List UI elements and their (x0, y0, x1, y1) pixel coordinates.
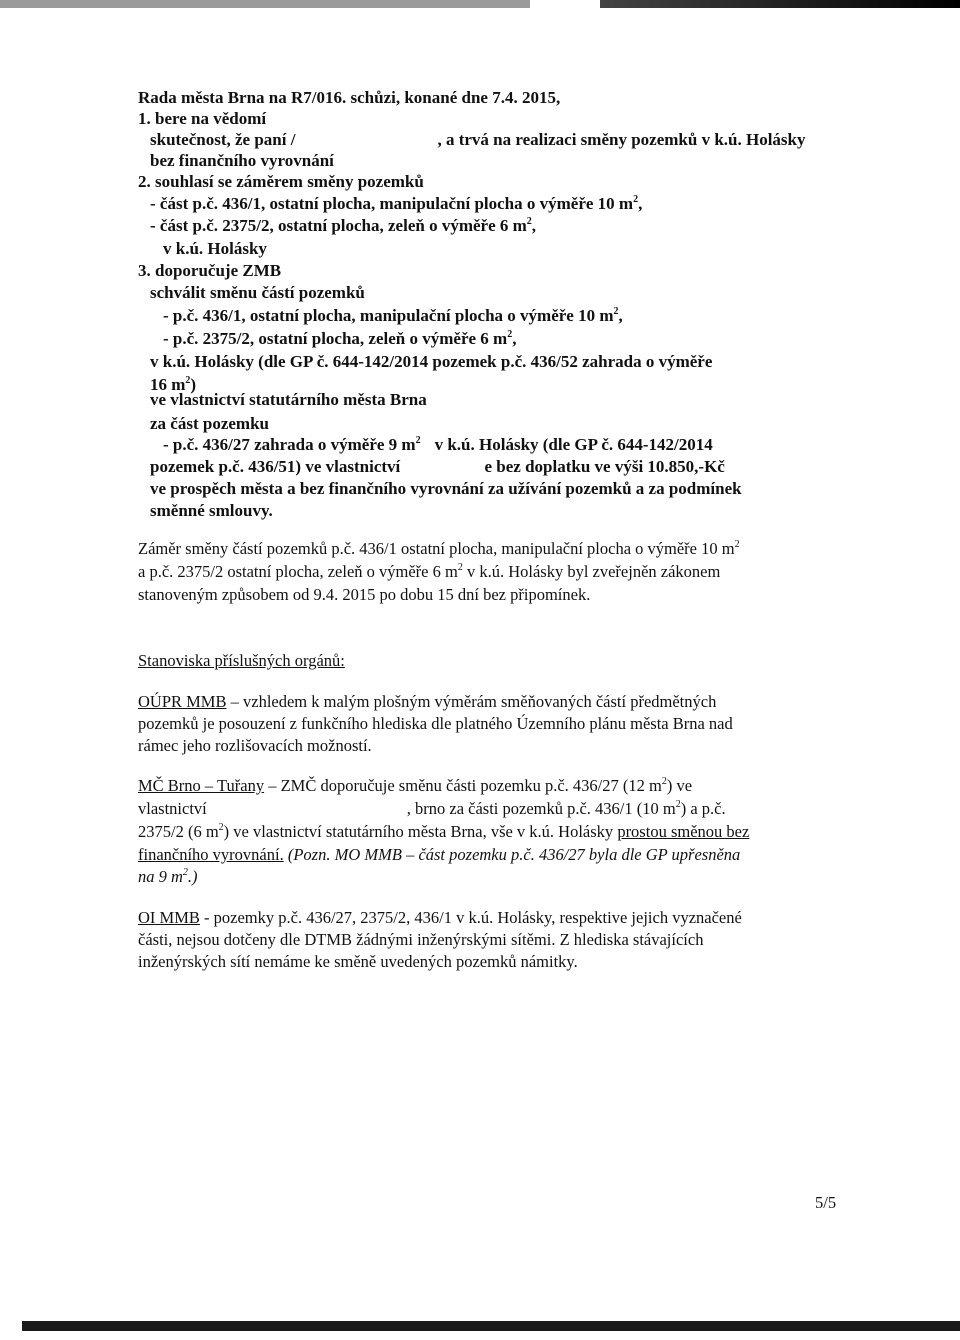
resolution-point-3-title: 3. doporučuje ZMB (138, 261, 282, 280)
resolution-point-3-item-6: za část pozemku (150, 414, 269, 433)
oupr-label: OÚPR MMB (138, 692, 227, 711)
notice-line-2: a p.č. 2375/2 ostatní plocha, zeleň o výměře 6 $m^2$ v k.ú. Holásky byl zveřejněn zákonem (138, 562, 721, 581)
oi-line-2: části, nejsou dotčeny dle DTMB žádnými inženýrskými sítěmi. Z hlediska stávajících (138, 930, 704, 949)
resolution-header: Rada města Brna na R7/016. schůzi, konané dne 7.4. 2015, (138, 88, 561, 107)
resolution-point-3-item-8: pozemek p.č. 436/51) ve vlastnictví e bez doplatku ve výši 10.850,-Kč (150, 457, 725, 476)
resolution-point-1-text (150, 131, 806, 148)
resolution-point-3-item-4: 16 $m^2$) (150, 375, 197, 394)
mc-label: MČ Brno – Tuřany (138, 776, 265, 795)
page-number: 5/5 (815, 1193, 837, 1212)
opinions-heading: Stanoviska příslušných orgánů: (138, 651, 345, 670)
oi-label: OI MMB (138, 908, 200, 927)
mc-line-3: 2375/2 (6 $m^2$) ve vlastnictví statutárního města Brna, vše v k.ú. Holásky prostou směnou bez (138, 822, 750, 841)
mc-line-1: MČ Brno – Tuřany – ZMČ doporučuje směnu části pozemku p.č. 436/27 (12 $m^2$) ve (138, 776, 693, 795)
oupr-line-3: rámec jeho rozlišovacích možností. (138, 736, 372, 755)
resolution-point-2-item-2: - část p.č. 2375/2, ostatní plocha, zeleň o výměře 6 $m^2$, (150, 216, 537, 235)
resolution-point-1-title: 1. bere na vědomí (138, 109, 267, 128)
resolution-point-3-item-5: ve vlastnictví statutárního města Brna (150, 390, 427, 409)
p1-text-end: , a trvá na realizaci směny pozemků v k.ú. Holásky (437, 130, 806, 149)
mc-line-4: finančního vyrovnání. (Pozn. MO MMB – část pozemku p.č. 436/27 byla dle GP upřesněna (138, 845, 741, 864)
resolution-point-2-title: 2. souhlasí se záměrem směny pozemků (138, 172, 424, 191)
oi-line-3: inženýrských sítí nemáme ke směně uvedených pozemků námitky. (138, 952, 578, 971)
resolution-point-2-item-1: - část p.č. 436/1, ostatní plocha, manipulační plocha o výměře 10 $m^2$, (150, 194, 643, 213)
resolution-point-3-sub: schválit směnu částí pozemků (150, 283, 365, 302)
resolution-point-1-text-2: bez finančního vyrovnání (150, 151, 334, 170)
resolution-point-2-item-3: v k.ú. Holásky (163, 239, 267, 258)
notice-line-1: Záměr směny částí pozemků p.č. 436/1 ostatní plocha, manipulační plocha o výměře 10 $m^2$ (138, 539, 740, 558)
resolution-point-3-item-1: - p.č. 436/1, ostatní plocha, manipulační plocha o výměře 10 $m^2$, (163, 306, 623, 325)
scan-bottom-edge (22, 1321, 960, 1331)
oupr-line-1: OÚPR MMB – vzhledem k malým plošným výměrám směňovaných částí předmětných (138, 692, 717, 711)
oupr-line-2: pozemků je posouzení z funkčního hlediska dle platného Územního plánu města Brna nad (138, 714, 733, 733)
notice-line-3: stanoveným způsobem od 9.4. 2015 po dobu 15 dní bez připomínek. (138, 585, 591, 604)
resolution-point-3-item-2: - p.č. 2375/2, ostatní plocha, zeleň o výměře 6 $m^2$, (163, 329, 517, 348)
resolution-point-3-item-7: - p.č. 436/27 zahrada o výměře 9 $m^2$ v k.ú. Holásky (dle GP č. 644-142/2014 (163, 435, 713, 454)
mc-line-2: vlastnictví , brno za části pozemků p.č. 436/1 (10 $m^2$) a p.č. (138, 799, 726, 818)
resolution-point-3-item-10: směnné smlouvy. (150, 501, 273, 520)
resolution-point-3-item-3: v k.ú. Holásky (dle GP č. 644-142/2014 pozemek p.č. 436/52 zahrada o výměře (150, 352, 713, 371)
mc-line-5: na 9 $m^2$.) (138, 867, 198, 886)
resolution-point-3-item-9: ve prospěch města a bez finančního vyrovnání za užívání pozemků a za podmínek (150, 479, 742, 498)
p1-text-start: skutečnost, že paní / (150, 130, 296, 149)
oi-line-1: OI MMB - pozemky p.č. 436/27, 2375/2, 436/1 v k.ú. Holásky, respektive jejich vyznačené (138, 908, 742, 927)
